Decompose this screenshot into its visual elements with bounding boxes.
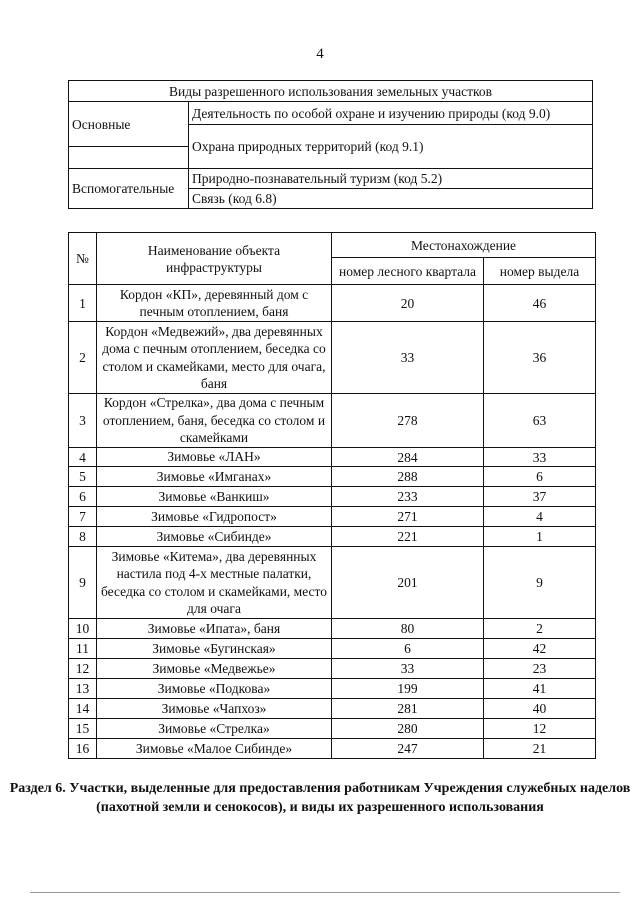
- row-forest-quarter: 199: [332, 679, 484, 699]
- header-forest-quarter: номер лесного квартала: [332, 258, 484, 285]
- row-object-name: Зимовье «Ипата», баня: [97, 619, 332, 639]
- row-object-name: Зимовье «Стрелка»: [97, 719, 332, 739]
- row-forest-quarter: 20: [332, 285, 484, 322]
- row-number: 15: [69, 719, 97, 739]
- row-object-name: Зимовье «Бугинская»: [97, 639, 332, 659]
- row-number: 7: [69, 507, 97, 527]
- row-plot: 42: [484, 639, 596, 659]
- row-plot: 41: [484, 679, 596, 699]
- table-row: [69, 487, 596, 507]
- table-row: [69, 619, 596, 639]
- row-number: 9: [69, 547, 97, 619]
- row-object-name: Кордон «Стрелка», два дома с печным отоплением, баня, беседка со столом и скамейками: [97, 394, 332, 448]
- row-plot: 1: [484, 527, 596, 547]
- row-number: 10: [69, 619, 97, 639]
- row-object-name: Зимовье «Чапхоз»: [97, 699, 332, 719]
- aux-uses-label: Вспомогательные: [69, 169, 189, 209]
- aux-use-item: Связь (код 6.8): [189, 189, 593, 209]
- section-heading: Раздел 6. Участки, выделенные для предоставления работникам Учреждения служебных наделов (пахотной земли и сенокосов), и виды их разрешенного использования: [9, 781, 631, 815]
- row-object-name: Зимовье «Медвежье»: [97, 659, 332, 679]
- infrastructure-table: [68, 232, 596, 759]
- page-bottom-line: [30, 892, 620, 893]
- row-number: 2: [69, 322, 97, 394]
- row-number: 13: [69, 679, 97, 699]
- row-object-name: Зимовье «Подкова»: [97, 679, 332, 699]
- row-number: 11: [69, 639, 97, 659]
- header-number: №: [69, 233, 97, 285]
- row-plot: 21: [484, 739, 596, 759]
- row-forest-quarter: 6: [332, 639, 484, 659]
- row-object-name: Зимовье «Гидропост»: [97, 507, 332, 527]
- row-object-name: Зимовье «Сибинде»: [97, 527, 332, 547]
- table-row: [69, 547, 596, 619]
- table-row: [69, 739, 596, 759]
- row-forest-quarter: 271: [332, 507, 484, 527]
- row-forest-quarter: 201: [332, 547, 484, 619]
- row-object-name: Зимовье «Китема», два деревянных настила под 4-х местные палатки, беседка со столом и скамейками, место для очага: [97, 547, 332, 619]
- row-plot: 2: [484, 619, 596, 639]
- empty-cell: [69, 147, 189, 169]
- table-row: [69, 394, 596, 448]
- row-number: 8: [69, 527, 97, 547]
- row-plot: 40: [484, 699, 596, 719]
- row-plot: 33: [484, 448, 596, 467]
- row-number: 5: [69, 467, 97, 487]
- table-row: [69, 285, 596, 322]
- aux-use-item: Природно-познавательный туризм (код 5.2): [189, 169, 593, 189]
- row-forest-quarter: 33: [332, 322, 484, 394]
- table-row: [69, 659, 596, 679]
- permitted-uses-table: [68, 80, 593, 209]
- table-row: [69, 719, 596, 739]
- row-forest-quarter: 33: [332, 659, 484, 679]
- row-number: 14: [69, 699, 97, 719]
- row-object-name: Зимовье «Имганах»: [97, 467, 332, 487]
- table-row: [69, 527, 596, 547]
- main-use-item: Деятельность по особой охране и изучению природы (код 9.0): [189, 102, 593, 125]
- row-number: 4: [69, 448, 97, 467]
- table-row: [69, 699, 596, 719]
- row-forest-quarter: 233: [332, 487, 484, 507]
- row-plot: 6: [484, 467, 596, 487]
- row-object-name: Зимовье «ЛАН»: [97, 448, 332, 467]
- row-object-name: Зимовье «Малое Сибинде»: [97, 739, 332, 759]
- header-object-name: Наименование объекта инфраструктуры: [97, 233, 332, 285]
- row-forest-quarter: 281: [332, 699, 484, 719]
- row-forest-quarter: 278: [332, 394, 484, 448]
- row-number: 16: [69, 739, 97, 759]
- row-forest-quarter: 288: [332, 467, 484, 487]
- row-forest-quarter: 221: [332, 527, 484, 547]
- row-plot: 12: [484, 719, 596, 739]
- row-number: 1: [69, 285, 97, 322]
- row-object-name: Кордон «КП», деревянный дом с печным отоплением, баня: [97, 285, 332, 322]
- table-row: [69, 507, 596, 527]
- page-number: 4: [316, 46, 324, 62]
- main-uses-label: Основные: [69, 102, 189, 147]
- header-location: Местонахождение: [332, 233, 596, 258]
- row-forest-quarter: 247: [332, 739, 484, 759]
- uses-table-title: Виды разрешенного использования земельных участков: [69, 81, 593, 102]
- row-plot: 37: [484, 487, 596, 507]
- row-plot: 9: [484, 547, 596, 619]
- table-row: [69, 679, 596, 699]
- row-number: 12: [69, 659, 97, 679]
- table-row: [69, 448, 596, 467]
- row-forest-quarter: 80: [332, 619, 484, 639]
- row-plot: 23: [484, 659, 596, 679]
- row-forest-quarter: 284: [332, 448, 484, 467]
- row-plot: 46: [484, 285, 596, 322]
- row-plot: 4: [484, 507, 596, 527]
- row-number: 6: [69, 487, 97, 507]
- row-number: 3: [69, 394, 97, 448]
- main-use-item: Охрана природных территорий (код 9.1): [189, 125, 593, 169]
- row-object-name: Кордон «Медвежий», два деревянных дома с печным отоплением, беседка со столом и скамейками, место для очага, баня: [97, 322, 332, 394]
- row-plot: 36: [484, 322, 596, 394]
- table-row: [69, 639, 596, 659]
- header-plot: номер выдела: [484, 258, 596, 285]
- row-plot: 63: [484, 394, 596, 448]
- table-row: [69, 467, 596, 487]
- row-object-name: Зимовье «Ванкиш»: [97, 487, 332, 507]
- row-forest-quarter: 280: [332, 719, 484, 739]
- table-row: [69, 322, 596, 394]
